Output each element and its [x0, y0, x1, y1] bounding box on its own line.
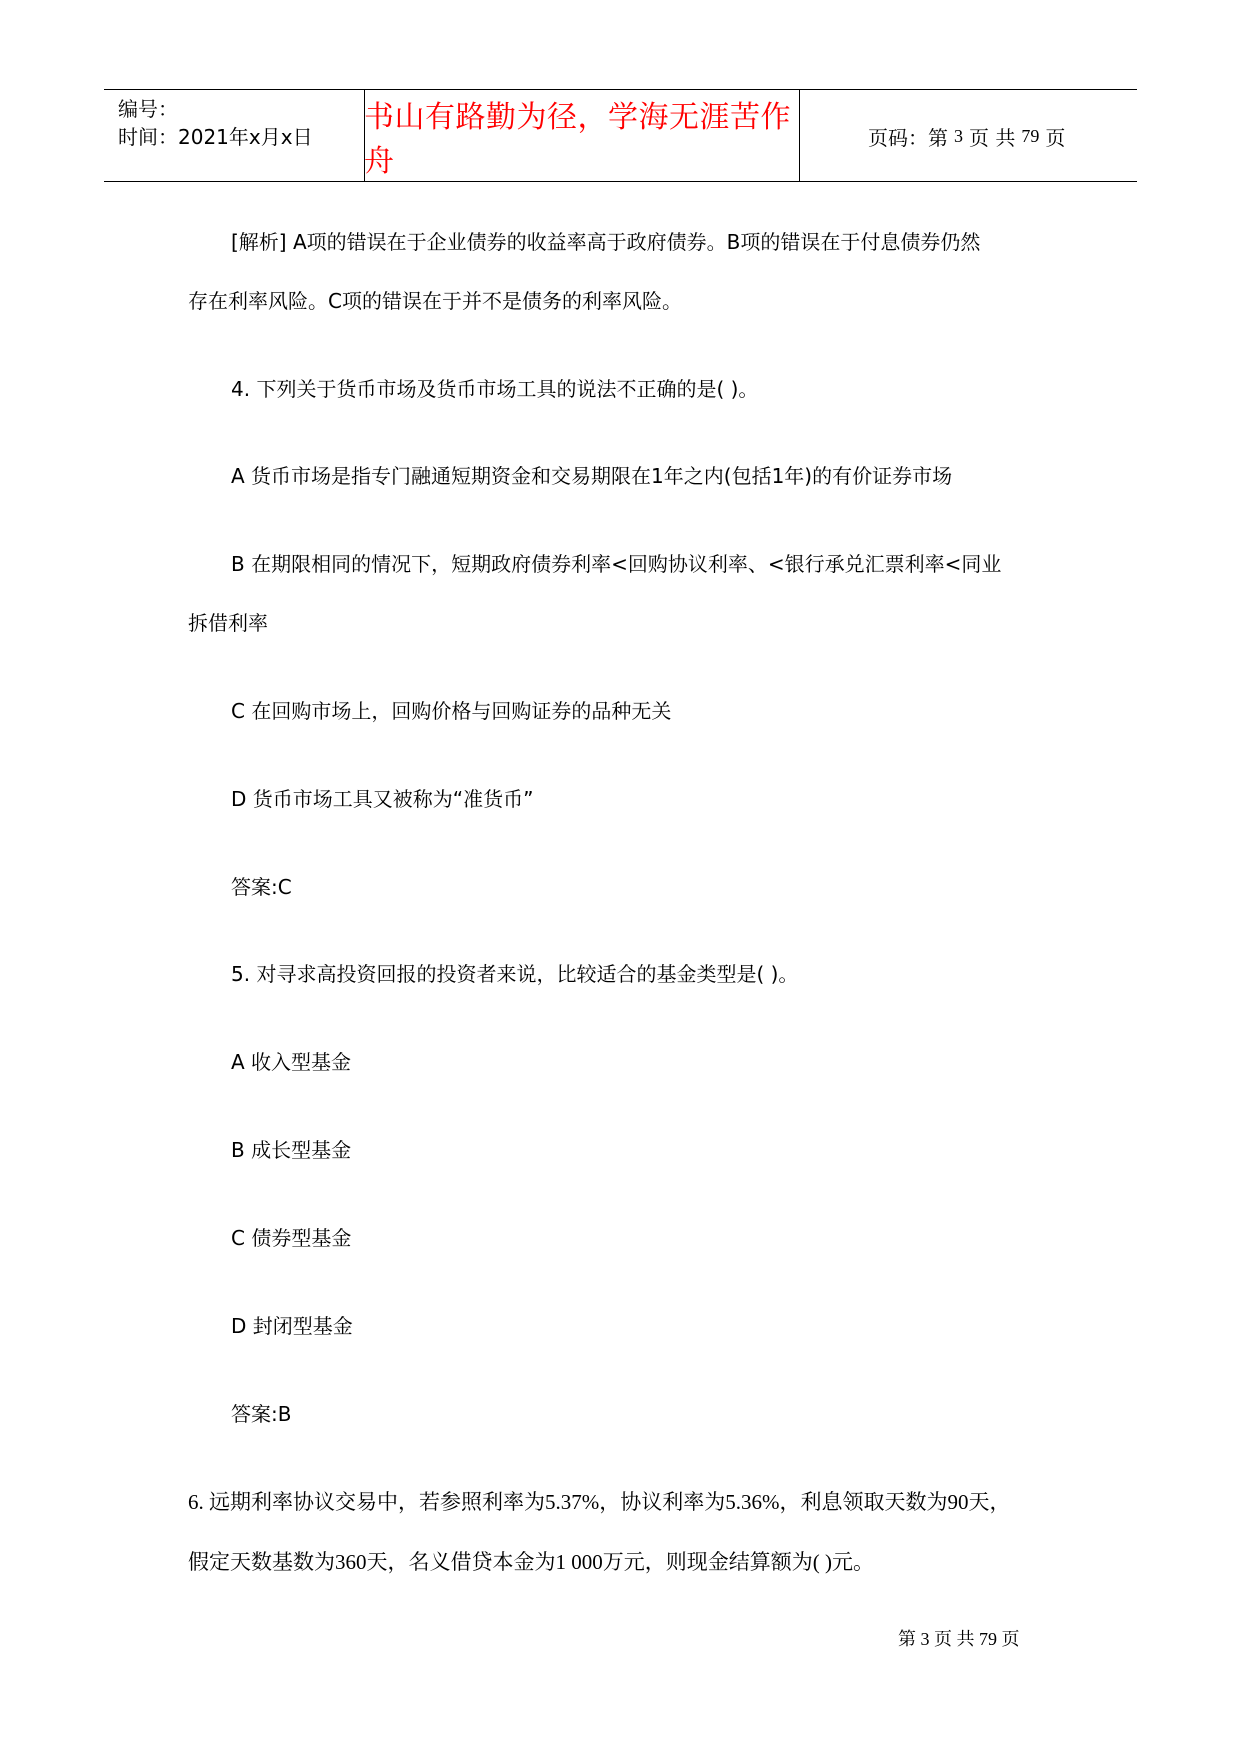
- header-meta: [118, 95, 313, 151]
- page-total: 79: [1021, 125, 1040, 146]
- question-4-option-c: C 在回购市场上，回购价格与回购证券的品种无关: [231, 699, 672, 723]
- question-6-line-1: 6. 远期利率协议交易中，若参照利率为5.37%，协议利率为5.36%，利息领取天数为90天，: [188, 1490, 1011, 1514]
- page-suffix: 页: [1045, 125, 1066, 150]
- page-footer: 第 3 页 共 79 页: [898, 1629, 1020, 1649]
- analysis-line-2: 存在利率风险。C项的错误在于并不是债务的利率风险。: [188, 289, 682, 313]
- page-mid: 页 共: [969, 125, 1016, 150]
- question-5-option-c: C 债券型基金: [231, 1226, 352, 1250]
- question-4-option-b-line-1: B 在期限相同的情况下，短期政府债券利率<回购协议利率、<银行承兑汇票利率<同业: [231, 552, 1002, 576]
- question-4-option-d: D 货币市场工具又被称为“准货币”: [231, 787, 534, 811]
- header-page-info: [868, 90, 1065, 182]
- header-motto: 书山有路勤为径，学海无涯苦作舟: [364, 100, 791, 179]
- question-5-option-b: B 成长型基金: [231, 1138, 352, 1162]
- question-5-option-d: D 封闭型基金: [231, 1314, 353, 1338]
- question-5-answer: 答案:B: [231, 1402, 292, 1426]
- serial-number-label: 编号：: [118, 97, 178, 121]
- question-5-option-a: A 收入型基金: [231, 1050, 352, 1074]
- question-4-answer: 答案:C: [231, 875, 292, 899]
- time-label: 时间：2021年x月x日: [118, 125, 313, 149]
- question-4-option-b-line-2: 拆借利率: [188, 611, 268, 635]
- page-number: 3: [954, 125, 963, 146]
- question-6-line-2: 假定天数基数为360天，名义借贷本金为1 000万元，则现金结算额为( )元。: [188, 1550, 874, 1574]
- page-header: [104, 89, 1137, 182]
- question-4-option-a: A 货币市场是指专门融通短期资金和交易期限在1年之内(包括1年)的有价证券市场: [231, 464, 953, 488]
- analysis-line-1: [解析] A项的错误在于企业债券的收益率高于政府债券。B项的错误在于付息债券仍然: [231, 230, 981, 254]
- question-4: 4. 下列关于货币市场及货币市场工具的说法不正确的是( )。: [231, 377, 759, 401]
- question-5: 5. 对寻求高投资回报的投资者来说，比较适合的基金类型是( )。: [231, 962, 799, 986]
- page-prefix: 页码：第: [868, 125, 948, 150]
- header-divider: [799, 90, 800, 181]
